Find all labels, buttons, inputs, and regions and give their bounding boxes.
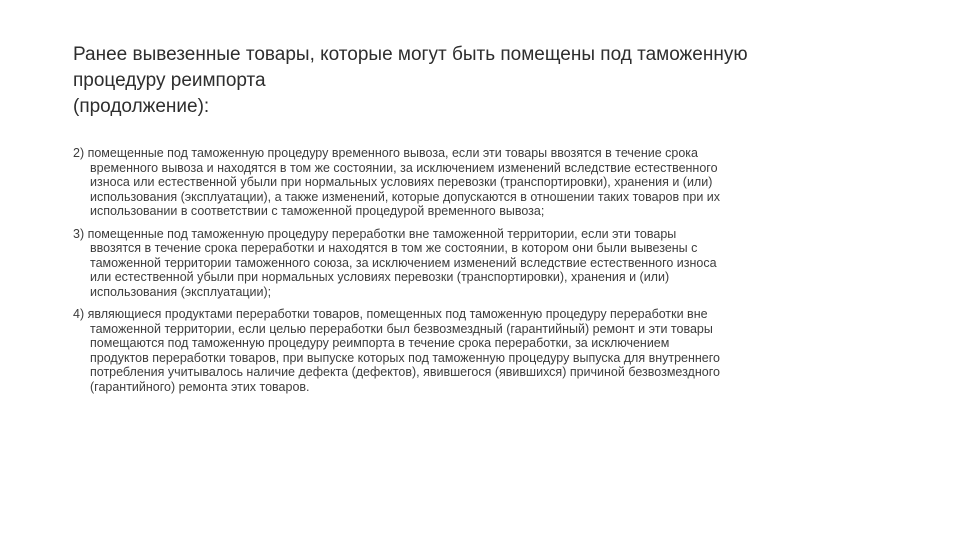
item-line: (гарантийного) ремонта этих товаров. — [90, 379, 310, 394]
item-line: использования (эксплуатации); — [90, 284, 272, 299]
item-line: 2) помещенные под таможенную процедуру временного вывоза, если эти товары ввозятся в течение срока — [73, 146, 698, 160]
item-line: помещаются под таможенную процедуру реимпорта в течение срока переработки, за исключением — [90, 336, 670, 350]
item-line: износа или естественной убыли при нормальных условиях перевозки (транспортировки), хранения и (или) — [90, 175, 713, 189]
title-line: (продолжение): — [73, 96, 210, 117]
item-line: таможенной территории, если целью переработки был безвозмездный (гарантийный) ремонт и эти товары — [90, 321, 713, 336]
item-line: временного вывоза и находятся в том же состоянии, за исключением изменений вследствие естественного — [90, 160, 718, 175]
item-line: ввозятся в течение срока переработки и находятся в том же состоянии, в котором они были вывезены с — [90, 241, 698, 255]
list-item-4 — [73, 307, 893, 394]
list-item-2 — [73, 146, 893, 219]
title-line: Ранее вывезенные товары, которые могут быть помещены под таможенную — [73, 44, 748, 65]
item-line: таможенной территории таможенного союза, за исключением изменений вследствие естественного износа — [90, 255, 717, 270]
slide-title — [73, 42, 913, 120]
item-line: или естественной убыли при нормальных условиях перевозки (транспортировки), хранения и (или) — [90, 270, 670, 284]
item-line: использования (эксплуатации), а также изменений, которые допускаются в отношении таких товаров при их — [90, 189, 721, 204]
item-line: 3) помещенные под таможенную процедуру переработки вне таможенной территории, если эти товары — [73, 226, 677, 241]
item-line: 4) являющиеся продуктами переработки товаров, помещенных под таможенную процедуру переработки вне — [73, 307, 708, 321]
list-item-3 — [73, 227, 893, 300]
item-line: продуктов переработки товаров, при выпуске которых под таможенную процедуру выпуска для внутреннего — [90, 350, 720, 365]
item-line: использовании в соответствии с таможенной процедурой временного вывоза; — [90, 204, 545, 218]
slide-body — [73, 146, 893, 402]
item-line: потребления учитывалось наличие дефекта (дефектов), явившегося (явившихся) причиной безвозмездного — [90, 365, 720, 379]
title-line: процедуру реимпорта — [73, 70, 266, 91]
